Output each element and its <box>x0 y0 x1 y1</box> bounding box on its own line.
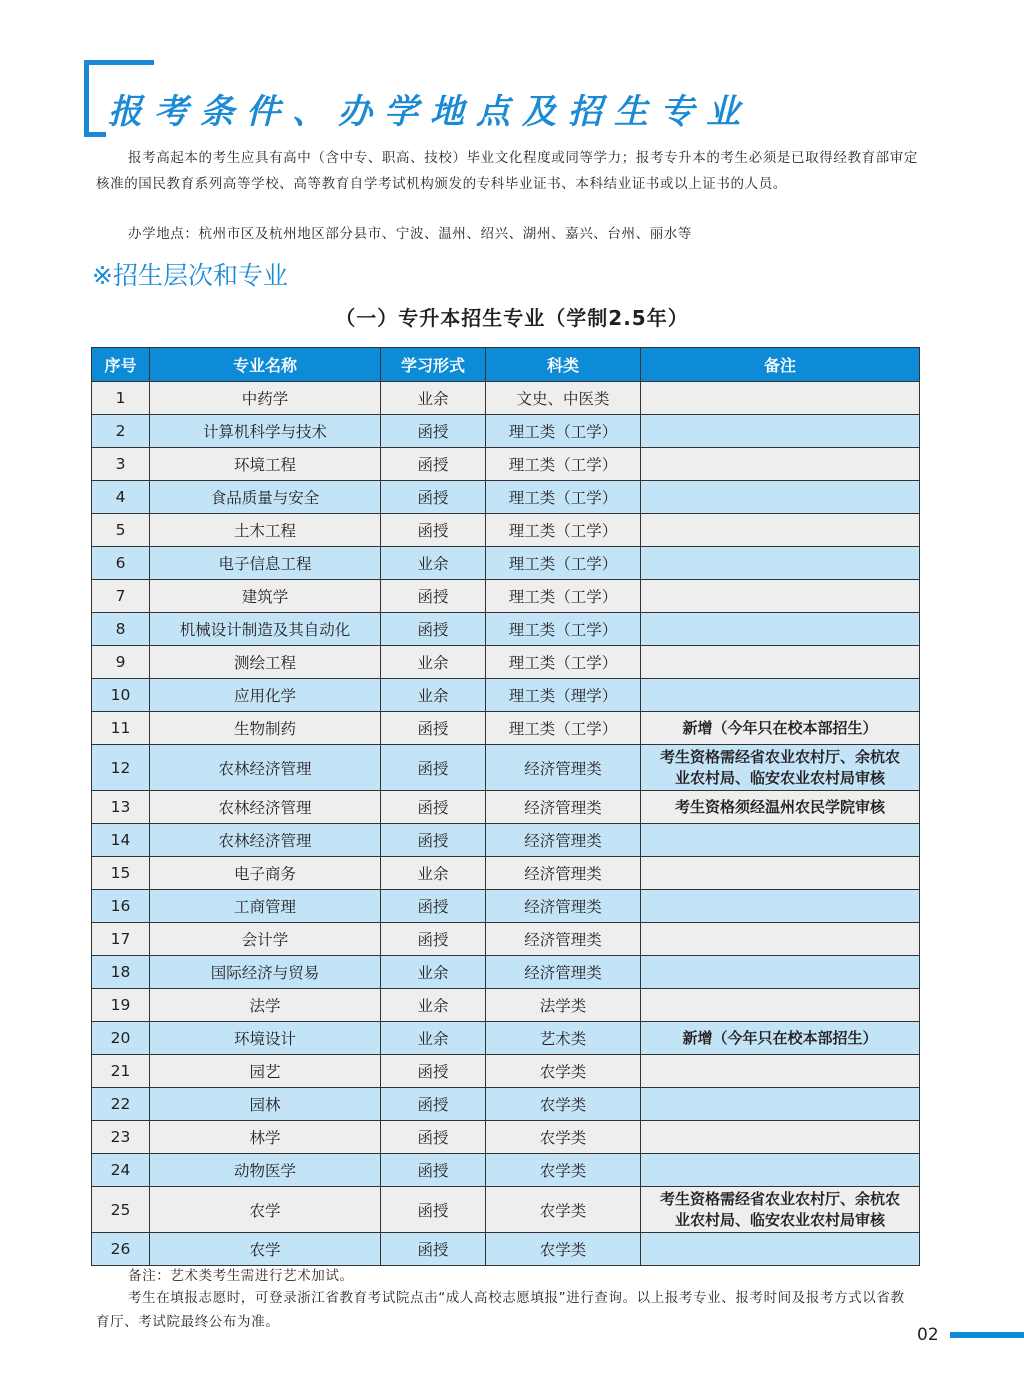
cell-mode: 业余 <box>381 382 486 415</box>
cell-note <box>641 646 920 679</box>
cell-no: 10 <box>92 679 150 712</box>
cell-no: 16 <box>92 890 150 923</box>
cell-note: 考生资格需经省农业农村厅、余杭农业农村局、临安农业农村局审核 <box>641 1187 920 1233</box>
cell-note: 新增（今年只在校本部招生） <box>641 1022 920 1055</box>
header-no: 序号 <box>92 348 150 382</box>
cell-no: 3 <box>92 448 150 481</box>
table-row <box>92 448 920 481</box>
header-mode: 学习形式 <box>381 348 486 382</box>
cell-mode: 业余 <box>381 1022 486 1055</box>
cell-mode: 函授 <box>381 712 486 745</box>
cell-major: 会计学 <box>150 923 381 956</box>
cell-major: 应用化学 <box>150 679 381 712</box>
cell-no: 23 <box>92 1121 150 1154</box>
cell-note <box>641 1233 920 1266</box>
cell-no: 7 <box>92 580 150 613</box>
cell-no: 8 <box>92 613 150 646</box>
cell-mode: 业余 <box>381 547 486 580</box>
table-row <box>92 956 920 989</box>
table-row <box>92 824 920 857</box>
cell-no: 18 <box>92 956 150 989</box>
cell-major: 法学 <box>150 989 381 1022</box>
cell-category: 理工类（工学） <box>486 448 641 481</box>
cell-note <box>641 382 920 415</box>
cell-category: 经济管理类 <box>486 956 641 989</box>
cell-note <box>641 1055 920 1088</box>
cell-mode: 函授 <box>381 448 486 481</box>
locations-paragraph <box>96 222 918 248</box>
cell-no: 25 <box>92 1187 150 1233</box>
cell-major: 工商管理 <box>150 890 381 923</box>
cell-no: 6 <box>92 547 150 580</box>
cell-major: 环境设计 <box>150 1022 381 1055</box>
table-row <box>92 613 920 646</box>
cell-category: 理工类（工学） <box>486 712 641 745</box>
cell-major: 农林经济管理 <box>150 791 381 824</box>
cell-mode: 函授 <box>381 745 486 791</box>
cell-major: 园林 <box>150 1088 381 1121</box>
cell-note <box>641 481 920 514</box>
cell-no: 12 <box>92 745 150 791</box>
cell-note <box>641 580 920 613</box>
table-row <box>92 1121 920 1154</box>
cell-major: 农林经济管理 <box>150 824 381 857</box>
cell-category: 理工类（工学） <box>486 646 641 679</box>
cell-category: 理工类（工学） <box>486 481 641 514</box>
cell-note <box>641 956 920 989</box>
cell-category: 农学类 <box>486 1233 641 1266</box>
cell-mode: 函授 <box>381 613 486 646</box>
page-title: 报考条件、办学地点及招生专业 <box>108 92 752 132</box>
cell-note <box>641 824 920 857</box>
cell-category: 经济管理类 <box>486 890 641 923</box>
cell-mode: 函授 <box>381 415 486 448</box>
cell-category: 经济管理类 <box>486 857 641 890</box>
cell-mode: 业余 <box>381 679 486 712</box>
cell-note <box>641 890 920 923</box>
cell-major: 计算机科学与技术 <box>150 415 381 448</box>
cell-major: 动物医学 <box>150 1154 381 1187</box>
cell-note <box>641 1121 920 1154</box>
cell-category: 理工类（工学） <box>486 514 641 547</box>
table-row <box>92 547 920 580</box>
section-heading: ※招生层次和专业 <box>92 261 288 290</box>
table-row <box>92 1187 920 1233</box>
bracket-gap <box>150 72 160 82</box>
cell-note <box>641 514 920 547</box>
cell-mode: 函授 <box>381 1055 486 1088</box>
header-note: 备注 <box>641 348 920 382</box>
cell-no: 11 <box>92 712 150 745</box>
table-row <box>92 1022 920 1055</box>
cell-note <box>641 415 920 448</box>
cell-major: 生物制药 <box>150 712 381 745</box>
table-row <box>92 646 920 679</box>
table-row <box>92 712 920 745</box>
cell-no: 17 <box>92 923 150 956</box>
cell-major: 机械设计制造及其自动化 <box>150 613 381 646</box>
cell-major: 农学 <box>150 1187 381 1233</box>
cell-no: 19 <box>92 989 150 1022</box>
page-number: 02 <box>917 1325 939 1345</box>
cell-mode: 函授 <box>381 791 486 824</box>
major-table <box>91 347 920 1266</box>
cell-mode: 函授 <box>381 1233 486 1266</box>
table-header-row <box>92 348 920 382</box>
cell-category: 经济管理类 <box>486 923 641 956</box>
cell-note: 考生资格需经省农业农村厅、余杭农业农村局、临安农业农村局审核 <box>641 745 920 791</box>
cell-no: 20 <box>92 1022 150 1055</box>
cell-note: 新增（今年只在校本部招生） <box>641 712 920 745</box>
table-row <box>92 1233 920 1266</box>
cell-no: 15 <box>92 857 150 890</box>
cell-category: 理工类（工学） <box>486 580 641 613</box>
cell-major: 电子信息工程 <box>150 547 381 580</box>
table-row <box>92 580 920 613</box>
cell-category: 文史、中医类 <box>486 382 641 415</box>
cell-no: 4 <box>92 481 150 514</box>
cell-major: 国际经济与贸易 <box>150 956 381 989</box>
table-row <box>92 481 920 514</box>
cell-note <box>641 1088 920 1121</box>
art-footnote <box>96 1264 918 1288</box>
cell-mode: 函授 <box>381 580 486 613</box>
cell-major: 中药学 <box>150 382 381 415</box>
requirements-text: 报考高起本的考生应具有高中（含中专、职高、技校）毕业文化程度或同等学力；报考专升本的考生必须是已取得经教育部审定核准的国民教育系列高等学校、高等教育自学考试机构颁发的专科毕业证书、本科结业证书或以上证书的人员。 <box>96 150 918 192</box>
cell-major: 食品质量与安全 <box>150 481 381 514</box>
locations-text: 办学地点：杭州市区及杭州地区部分县市、宁波、温州、绍兴、湖州、嘉兴、台州、丽水等 <box>128 226 692 242</box>
cell-note: 考生资格须经温州农民学院审核 <box>641 791 920 824</box>
cell-no: 24 <box>92 1154 150 1187</box>
cell-category: 农学类 <box>486 1121 641 1154</box>
table-row <box>92 679 920 712</box>
table-row <box>92 1088 920 1121</box>
cell-mode: 业余 <box>381 857 486 890</box>
cell-no: 21 <box>92 1055 150 1088</box>
table-caption: （一）专升本招生专业（学制2.5年） <box>335 306 689 330</box>
cell-note <box>641 679 920 712</box>
cell-major: 土木工程 <box>150 514 381 547</box>
cell-category: 法学类 <box>486 989 641 1022</box>
cell-category: 艺术类 <box>486 1022 641 1055</box>
table-body <box>92 382 920 1266</box>
cell-major: 测绘工程 <box>150 646 381 679</box>
cell-category: 理工类（工学） <box>486 415 641 448</box>
cell-major: 林学 <box>150 1121 381 1154</box>
query-footnote <box>96 1286 918 1334</box>
cell-mode: 函授 <box>381 824 486 857</box>
cell-note <box>641 448 920 481</box>
table-row <box>92 382 920 415</box>
cell-category: 经济管理类 <box>486 791 641 824</box>
cell-category: 经济管理类 <box>486 745 641 791</box>
cell-no: 13 <box>92 791 150 824</box>
cell-major: 环境工程 <box>150 448 381 481</box>
cell-major: 农林经济管理 <box>150 745 381 791</box>
table-row <box>92 745 920 791</box>
cell-mode: 函授 <box>381 923 486 956</box>
cell-no: 9 <box>92 646 150 679</box>
table-row <box>92 514 920 547</box>
table-row <box>92 857 920 890</box>
cell-note <box>641 547 920 580</box>
query-note-text: 考生在填报志愿时，可登录浙江省教育考试院点击“成人高校志愿填报”进行查询。以上报考专业、报考时间及报考方式以省教育厅、考试院最终公布为准。 <box>96 1290 905 1330</box>
cell-note <box>641 989 920 1022</box>
cell-major: 园艺 <box>150 1055 381 1088</box>
cell-category: 农学类 <box>486 1187 641 1233</box>
cell-category: 农学类 <box>486 1154 641 1187</box>
header-major: 专业名称 <box>150 348 381 382</box>
cell-no: 26 <box>92 1233 150 1266</box>
cell-mode: 业余 <box>381 956 486 989</box>
cell-mode: 业余 <box>381 989 486 1022</box>
table-row <box>92 791 920 824</box>
header-category: 科类 <box>486 348 641 382</box>
table-row <box>92 415 920 448</box>
cell-major: 建筑学 <box>150 580 381 613</box>
cell-category: 理工类（理学） <box>486 679 641 712</box>
cell-mode: 函授 <box>381 514 486 547</box>
cell-mode: 函授 <box>381 1154 486 1187</box>
table-row <box>92 890 920 923</box>
cell-major: 电子商务 <box>150 857 381 890</box>
cell-no: 5 <box>92 514 150 547</box>
cell-mode: 函授 <box>381 890 486 923</box>
cell-note <box>641 857 920 890</box>
cell-note <box>641 1154 920 1187</box>
cell-category: 农学类 <box>486 1055 641 1088</box>
cell-mode: 业余 <box>381 646 486 679</box>
table-row <box>92 923 920 956</box>
cell-mode: 函授 <box>381 1088 486 1121</box>
cell-major: 农学 <box>150 1233 381 1266</box>
page-bar-decoration <box>950 1332 1024 1338</box>
requirements-paragraph <box>96 146 918 197</box>
cell-no: 2 <box>92 415 150 448</box>
cell-no: 1 <box>92 382 150 415</box>
cell-no: 22 <box>92 1088 150 1121</box>
cell-note <box>641 613 920 646</box>
cell-category: 理工类（工学） <box>486 547 641 580</box>
cell-mode: 函授 <box>381 1187 486 1233</box>
cell-mode: 函授 <box>381 1121 486 1154</box>
cell-category: 农学类 <box>486 1088 641 1121</box>
art-note-text: 备注：艺术类考生需进行艺术加试。 <box>128 1268 354 1284</box>
cell-note <box>641 923 920 956</box>
table-row <box>92 989 920 1022</box>
cell-category: 经济管理类 <box>486 824 641 857</box>
cell-no: 14 <box>92 824 150 857</box>
table-row <box>92 1055 920 1088</box>
table-row <box>92 1154 920 1187</box>
cell-category: 理工类（工学） <box>486 613 641 646</box>
cell-mode: 函授 <box>381 481 486 514</box>
